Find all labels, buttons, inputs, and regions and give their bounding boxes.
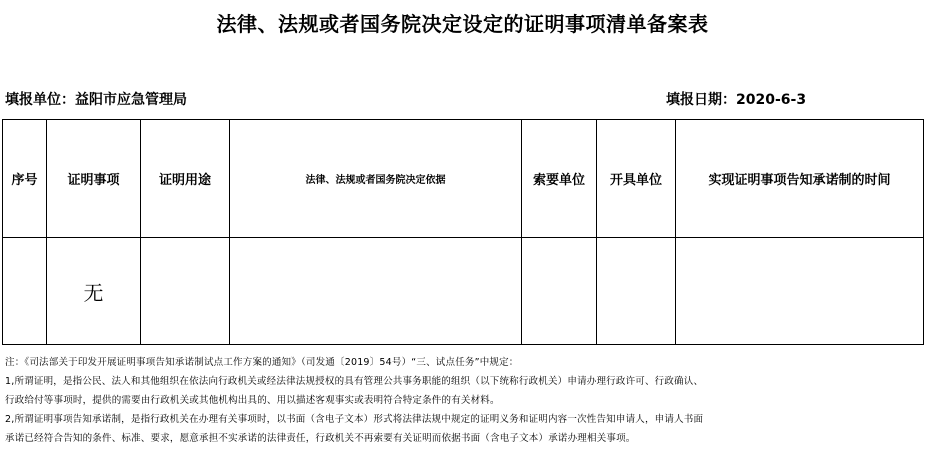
cell-issuing-unit (597, 238, 676, 345)
note-line: 承诺已经符合告知的条件、标准、要求，愿意承担不实承诺的法律责任，行政机关不再索要有关证明而依据书面（含电子文本）承诺办理相关事项。 (5, 433, 636, 444)
col-header-serial: 序号 (3, 120, 47, 238)
footnotes (5, 353, 920, 448)
col-header-purpose: 证明用途 (141, 120, 230, 238)
col-header-requesting-unit: 索要单位 (522, 120, 597, 238)
cell-purpose (141, 238, 230, 345)
note-line: 注：《司法部关于印发开展证明事项告知承诺制试点工作方案的通知》（司发通〔2019〕54号）“三、试点任务”中规定： (5, 357, 519, 368)
cell-item: 无 (47, 238, 141, 345)
cell-basis (230, 238, 522, 345)
col-header-commitment-time: 实现证明事项告知承诺制的时间 (676, 120, 924, 238)
page-title: 法律、法规或者国务院决定设定的证明事项清单备案表 (216, 12, 709, 36)
note-line: 1,所谓证明，是指公民、法人和其他组织在依法向行政机关或经法律法规授权的具有管理公共事务职能的组织（以下统称行政机关）申请办理行政许可、行政确认、 (5, 376, 704, 387)
cell-serial (3, 238, 47, 345)
col-header-issuing-unit: 开具单位 (597, 120, 676, 238)
note-line: 行政给付等事项时，提供的需要由行政机关或其他机构出具的、用以描述客观事实或表明符合特定条件的有关材料。 (5, 395, 500, 406)
record-table (2, 119, 924, 345)
col-header-item: 证明事项 (47, 120, 141, 238)
cell-commitment-time (676, 238, 924, 345)
table-row (3, 238, 924, 345)
col-header-basis: 法律、法规或者国务院决定依据 (230, 120, 522, 238)
table-header-row (3, 120, 924, 238)
cell-requesting-unit (522, 238, 597, 345)
fill-unit: 填报单位：益阳市应急管理局 (5, 92, 187, 108)
fill-date: 填报日期：2020-6-3 (666, 92, 807, 108)
note-line: 2,所谓证明事项告知承诺制，是指行政机关在办理有关事项时，以书面（含电子文本）形式将法律法规中规定的证明义务和证明内容一次性告知申请人，申请人书面 (5, 414, 704, 425)
